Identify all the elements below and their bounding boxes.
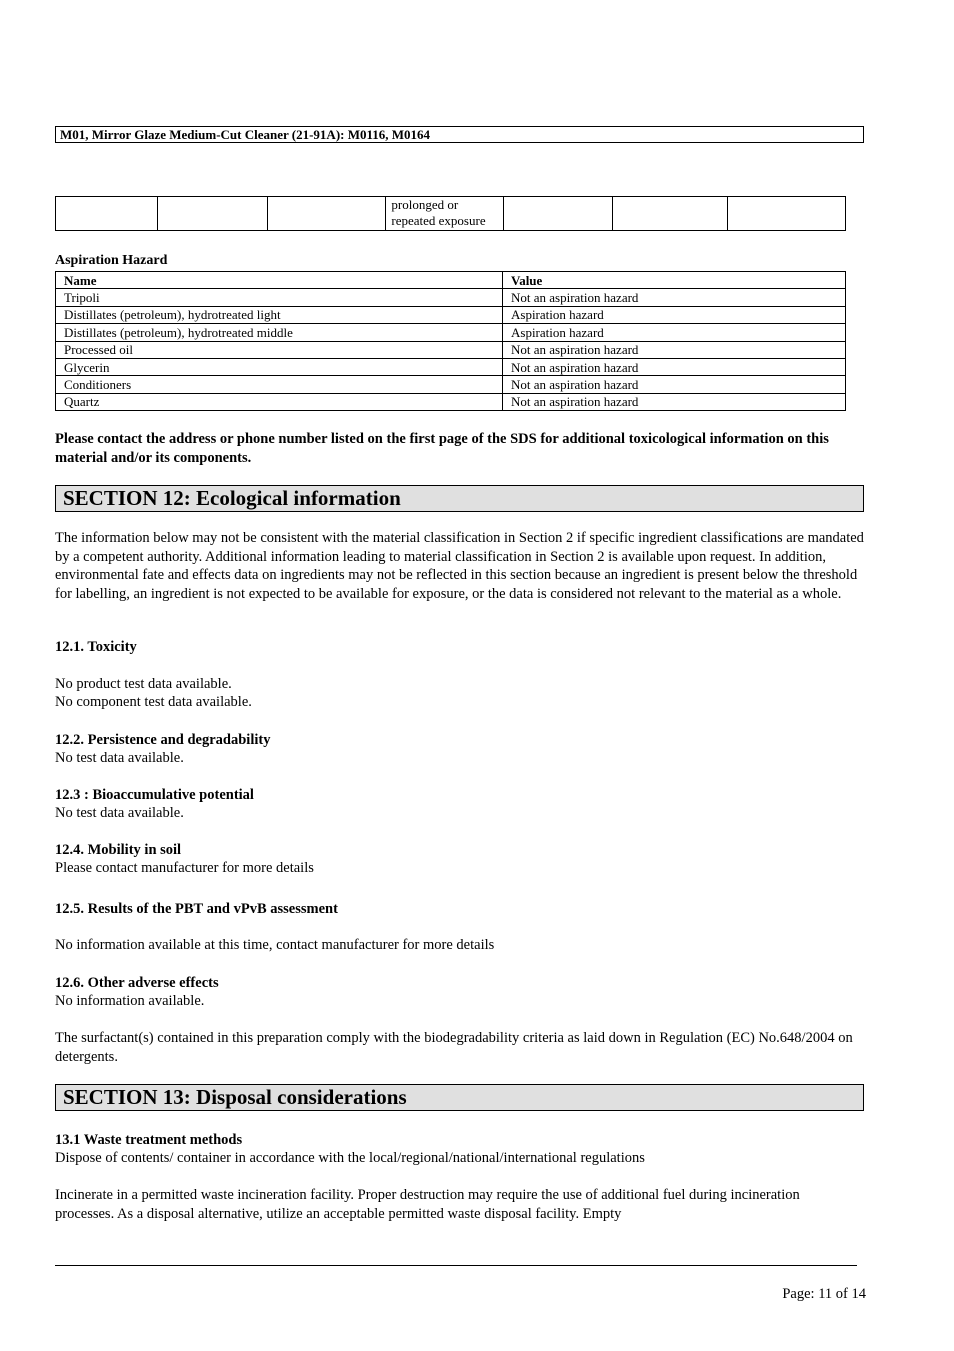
section-12-heading: SECTION 12: Ecological information <box>55 485 864 512</box>
persistence-text: No test data available. <box>55 750 184 766</box>
table-cell <box>158 197 268 231</box>
table-row <box>56 324 846 341</box>
hazard-value: Aspiration hazard <box>503 324 846 341</box>
table-row <box>56 393 846 410</box>
table-row <box>56 306 846 323</box>
table-row <box>56 376 846 393</box>
table-row <box>56 289 846 306</box>
ingredient-name: Distillates (petroleum), hydrotreated light <box>56 306 503 323</box>
ingredient-name: Distillates (petroleum), hydrotreated middle <box>56 324 503 341</box>
document-header: M01, Mirror Glaze Medium-Cut Cleaner (21-91A): M0116, M0164 <box>55 126 864 143</box>
pbt-title: 12.5. Results of the PBT and vPvB assessment <box>55 901 338 917</box>
table-cell <box>612 197 727 231</box>
table-cell <box>56 197 158 231</box>
persistence-title: 12.2. Persistence and degradability <box>55 732 271 748</box>
bioaccumulative-text: No test data available. <box>55 805 184 821</box>
mobility-text: Please contact manufacturer for more details <box>55 860 314 876</box>
pbt-text: No information available at this time, contact manufacturer for more details <box>55 937 495 953</box>
section-13-heading: SECTION 13: Disposal considerations <box>55 1084 864 1111</box>
hazard-value: Not an aspiration hazard <box>503 393 846 410</box>
aspiration-hazard-table <box>55 271 846 411</box>
column-header-value: Value <box>503 272 846 289</box>
other-effects-text: No information available. <box>55 993 205 1009</box>
ingredient-name: Conditioners <box>56 376 503 393</box>
hazard-value: Not an aspiration hazard <box>503 341 846 358</box>
page-number: Page: 11 of 14 <box>782 1286 866 1302</box>
toxicity-component: No component test data available. <box>55 694 252 710</box>
footer-divider <box>55 1265 857 1266</box>
toxicity-product: No product test data available. <box>55 676 232 692</box>
table-cell: prolonged or repeated exposure <box>386 197 503 231</box>
table-cell <box>727 197 845 231</box>
column-header-name: Name <box>56 272 503 289</box>
continued-table <box>55 196 846 231</box>
bioaccumulative-title: 12.3 : Bioaccumulative potential <box>55 787 254 803</box>
waste-treatment-title: 13.1 Waste treatment methods <box>55 1132 243 1148</box>
hazard-value: Aspiration hazard <box>503 306 846 323</box>
aspiration-hazard-title: Aspiration Hazard <box>55 253 168 268</box>
other-effects-title: 12.6. Other adverse effects <box>55 975 219 991</box>
hazard-value: Not an aspiration hazard <box>503 376 846 393</box>
table-cell <box>268 197 386 231</box>
table-cell <box>503 197 612 231</box>
waste-treatment-text: Dispose of contents/ container in accordance with the local/regional/national/international regulations <box>55 1150 645 1166</box>
section-12-intro: The information below may not be consistent with the material classification in Section 2 if specific ingredient classifications are mandated by a competent authority. Additional information leading to material classification in Section 2 is available upon request. In addition, environmental fate and effects data on ingredients may not be reflected in this section because an ingredient is present below the threshold for labelling, an ingredient is not expected to be available for exposure, or the data is considered not relevant to the material as a whole. <box>55 530 864 602</box>
ingredient-name: Tripoli <box>56 289 503 306</box>
mobility-title: 12.4. Mobility in soil <box>55 842 182 858</box>
toxicity-title: 12.1. Toxicity <box>55 639 137 655</box>
surfactant-note: The surfactant(s) contained in this preparation comply with the biodegradability criteria as laid down in Regulation (EC) No.648/2004 on detergents. <box>55 1030 853 1065</box>
hazard-value: Not an aspiration hazard <box>503 358 846 375</box>
ingredient-name: Quartz <box>56 393 503 410</box>
table-row <box>56 358 846 375</box>
ingredient-name: Processed oil <box>56 341 503 358</box>
hazard-value: Not an aspiration hazard <box>503 289 846 306</box>
table-row <box>56 341 846 358</box>
ingredient-name: Glycerin <box>56 358 503 375</box>
contact-note: Please contact the address or phone number listed on the first page of the SDS for additional toxicological information on this material and/or its components. <box>55 431 829 466</box>
incineration-text: Incinerate in a permitted waste incineration facility. Proper destruction may require the use of additional fuel during incineration processes. As a disposal alternative, utilize an acceptable permitted waste disposal facility. Empty <box>55 1187 800 1222</box>
